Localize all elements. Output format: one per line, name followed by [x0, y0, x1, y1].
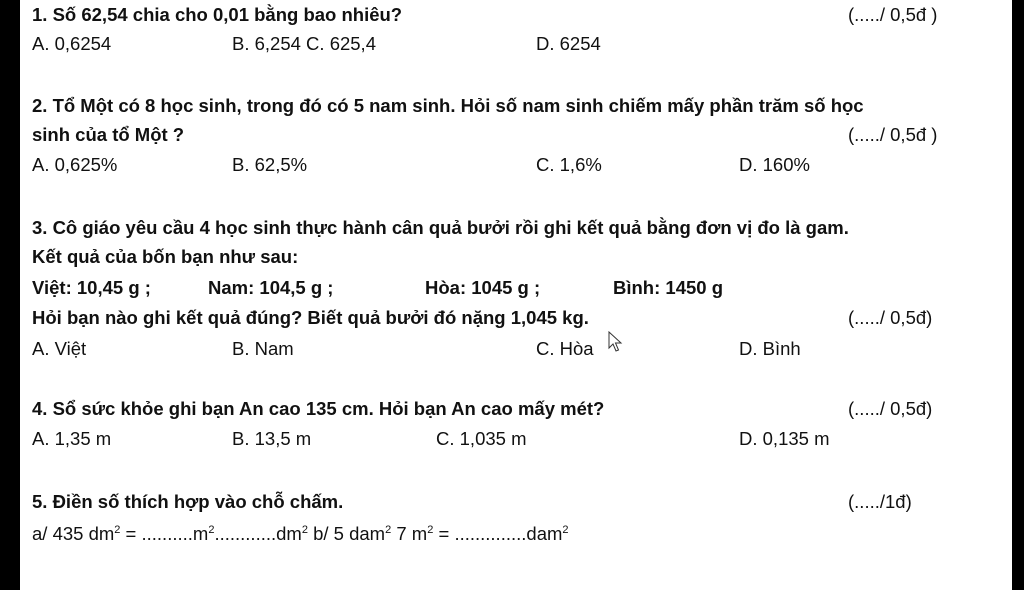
question-2-text: 2. Tổ Một có 8 học sinh, trong đó có 5 nam sinh. Hỏi số nam sinh chiếm mấy phần trăm số học [32, 95, 864, 116]
question-2-text-cont: sinh của tổ Một ? [32, 124, 185, 145]
squared-exponent: 2 [208, 524, 215, 536]
squared-exponent: 2 [562, 524, 569, 536]
question-1-option-d: D. 6254 [536, 33, 601, 54]
question-3-option-a: A. Việt [32, 338, 87, 359]
result-nam: Nam: 104,5 g ; [208, 277, 334, 298]
result-hoa: Hòa: 1045 g ; [425, 277, 541, 298]
unit-dm: dm [276, 523, 302, 544]
unit-m: m [192, 523, 209, 544]
question-3-option-b: B. Nam [232, 338, 294, 359]
question-2-option-b: B. 62,5% [232, 154, 308, 175]
question-4-option-d: D. 0,135 m [739, 428, 830, 449]
part-b-label: b/ 5 dam [307, 523, 386, 544]
question-1-points: (...../ 0,5đ ) [848, 4, 938, 25]
question-1-text: 1. Số 62,54 chia cho 0,01 bằng bao nhiêu? [32, 4, 403, 25]
question-5-fill-line [32, 523, 569, 545]
part-b-m: 7 m [391, 523, 428, 544]
question-3-text: 3. Cô giáo yêu cầu 4 học sinh thực hành cân quả bưởi rồi ghi kết quả bằng đơn vị đo là gam. [32, 217, 849, 238]
question-2-points: (...../ 0,5đ ) [848, 124, 938, 145]
squared-exponent: 2 [114, 524, 121, 536]
question-4-option-c: C. 1,035 m [436, 428, 527, 449]
question-2-option-c: C. 1,6% [536, 154, 602, 175]
question-4-text: 4. Sổ sức khỏe ghi bạn An cao 135 cm. Hỏi bạn An cao mấy mét? [32, 398, 605, 419]
question-2-option-a: A. 0,625% [32, 154, 118, 175]
question-3-text-cont: Kết quả của bốn bạn như sau: [32, 246, 299, 267]
question-3-option-d: D. Bình [739, 338, 801, 359]
question-2-option-d: D. 160% [739, 154, 810, 175]
question-3-option-c: C. Hòa [536, 338, 594, 359]
question-5-text: 5. Điền số thích hợp vào chỗ chấm. [32, 491, 344, 512]
squared-exponent: 2 [385, 524, 392, 536]
question-5-points: (...../1đ) [848, 491, 912, 512]
squared-exponent: 2 [301, 524, 308, 536]
part-a-label: a/ 435 dm [32, 523, 115, 544]
question-4-option-b: B. 13,5 m [232, 428, 312, 449]
question-4-option-a: A. 1,35 m [32, 428, 112, 449]
blank-3: .............. [454, 523, 527, 544]
question-3-points: (...../ 0,5đ) [848, 307, 933, 328]
result-binh: Bình: 1450 g [613, 277, 723, 298]
worksheet-page [20, 0, 1012, 590]
question-1-option-a: A. 0,6254 [32, 33, 112, 54]
question-1-option-b-c: B. 6,254 C. 625,4 [232, 33, 376, 54]
right-black-border [1012, 0, 1024, 590]
equals-sign: = [433, 523, 455, 544]
blank-2: ............ [214, 523, 277, 544]
question-3-ask: Hỏi bạn nào ghi kết quả đúng? Biết quả bưởi đó nặng 1,045 kg. [32, 307, 589, 328]
unit-dam: dam [526, 523, 563, 544]
squared-exponent: 2 [427, 524, 434, 536]
mouse-pointer-icon [608, 331, 624, 353]
equals-sign: = [120, 523, 142, 544]
result-viet: Việt: 10,45 g ; [32, 277, 151, 298]
blank-1: .......... [141, 523, 193, 544]
left-black-border [0, 0, 20, 590]
question-4-points: (...../ 0,5đ) [848, 398, 933, 419]
